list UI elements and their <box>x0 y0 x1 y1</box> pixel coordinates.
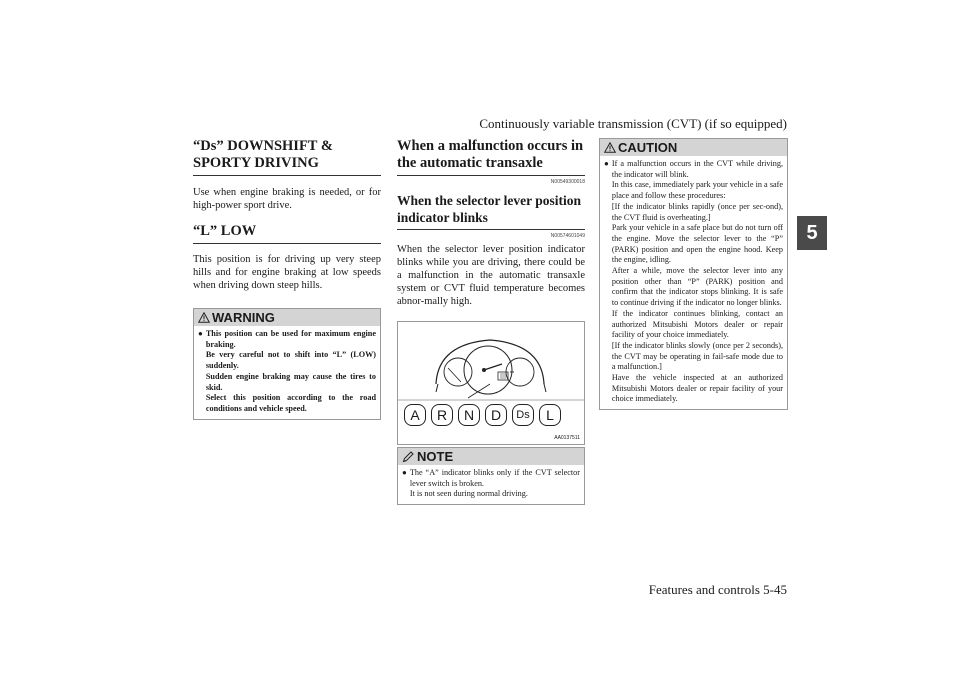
selector-indicator-strip <box>404 404 561 426</box>
doc-code: N00549300018 <box>550 179 585 185</box>
warning-label: WARNING <box>212 310 275 325</box>
indicator-l: L <box>539 404 561 426</box>
ds-description: Use when engine braking is needed, or for high-power sport drive. <box>193 187 381 211</box>
indicator-n: N <box>458 404 480 426</box>
note-text: The “A” indicator blinks only if the CVT selector lever switch is broken. It is not seen during normal driving. <box>409 468 580 499</box>
column-middle <box>397 138 585 505</box>
indicator-description: When the selector lever position indicator blinks while you are driving, there could be a malfunction in the automatic transaxle system or CVT fluid temperature becomes abnor-mally high. <box>397 244 585 307</box>
caution-label: CAUTION <box>618 140 678 155</box>
indicator-ds: Ds <box>512 404 534 426</box>
subsection-title-indicator: When the selector lever position indicator blinks <box>397 192 585 230</box>
pencil-icon <box>402 451 415 463</box>
warning-header <box>194 309 380 326</box>
instrument-cluster-figure <box>397 321 585 445</box>
indicator-a: A <box>404 404 426 426</box>
indicator-d: D <box>485 404 507 426</box>
chapter-tab: 5 <box>797 216 827 250</box>
bullet-icon: ● <box>402 468 407 477</box>
section-title-malfunction: When a malfunction occurs in the automatic transaxle <box>397 138 585 176</box>
caution-header <box>600 139 787 156</box>
indicator-r: R <box>431 404 453 426</box>
warning-box <box>193 308 381 420</box>
running-header: Continuously variable transmission (CVT) (if so equipped) <box>479 116 787 131</box>
warning-text: This position can be used for maximum engine braking. Be very careful not to shift into “L” (LOW) suddenly. Sudden engine braking may cause the tires to skid. Select this position according to the road conditions and vehicle speed. <box>205 329 376 413</box>
running-footer: Features and controls 5-45 <box>648 582 787 597</box>
note-box <box>397 447 585 505</box>
bullet-icon: ● <box>198 329 203 338</box>
note-header <box>398 448 584 465</box>
section-title-ds: “Ds” DOWNSHIFT & SPORTY DRIVING <box>193 138 381 176</box>
low-description: This position is for driving up very steep hills and for engine braking at low speeds when driving down steep hills. <box>193 254 381 291</box>
warning-triangle-icon <box>198 312 210 323</box>
section-title-low: “L” LOW <box>193 223 381 244</box>
caution-text: If a malfunction occurs in the CVT while driving, the indicator will blink. In this case, immediately park your vehicle in a safe place and follow these procedures: [If the indicator blinks rapidly (once per sec-ond), the CVT fluid is overheating.] Park your vehicle in a safe place but do not turn off the engine. Move the selector lever to the “P” (PARK) position and open the engine hood. Keep the engine, idling. After a while, move the selector lever into any position other than “P” (PARK) position and confirm that the indicator stops blinking. It is safe to continue driving if the indicator no longer blinks. If the indicator continues blinking, contact an authorized Mitsubishi Motors dealer or repair facility of your choice immediately. [If the indicator blinks slowly (once per 2 seconds), the CVT may be operating in fail-safe mode due to a malfunction.] Have the vehicle inspected at an authorized Mitsubishi Motors dealer or repair facility of your choice immediately. <box>611 159 783 404</box>
figure-code: AA0137511 <box>554 435 580 441</box>
column-right <box>599 138 788 410</box>
note-label: NOTE <box>417 449 454 464</box>
doc-code: N00574601049 <box>550 233 585 239</box>
bullet-icon: ● <box>604 159 609 168</box>
caution-box <box>599 138 788 410</box>
caution-triangle-icon <box>604 142 616 153</box>
column-left <box>193 138 381 420</box>
